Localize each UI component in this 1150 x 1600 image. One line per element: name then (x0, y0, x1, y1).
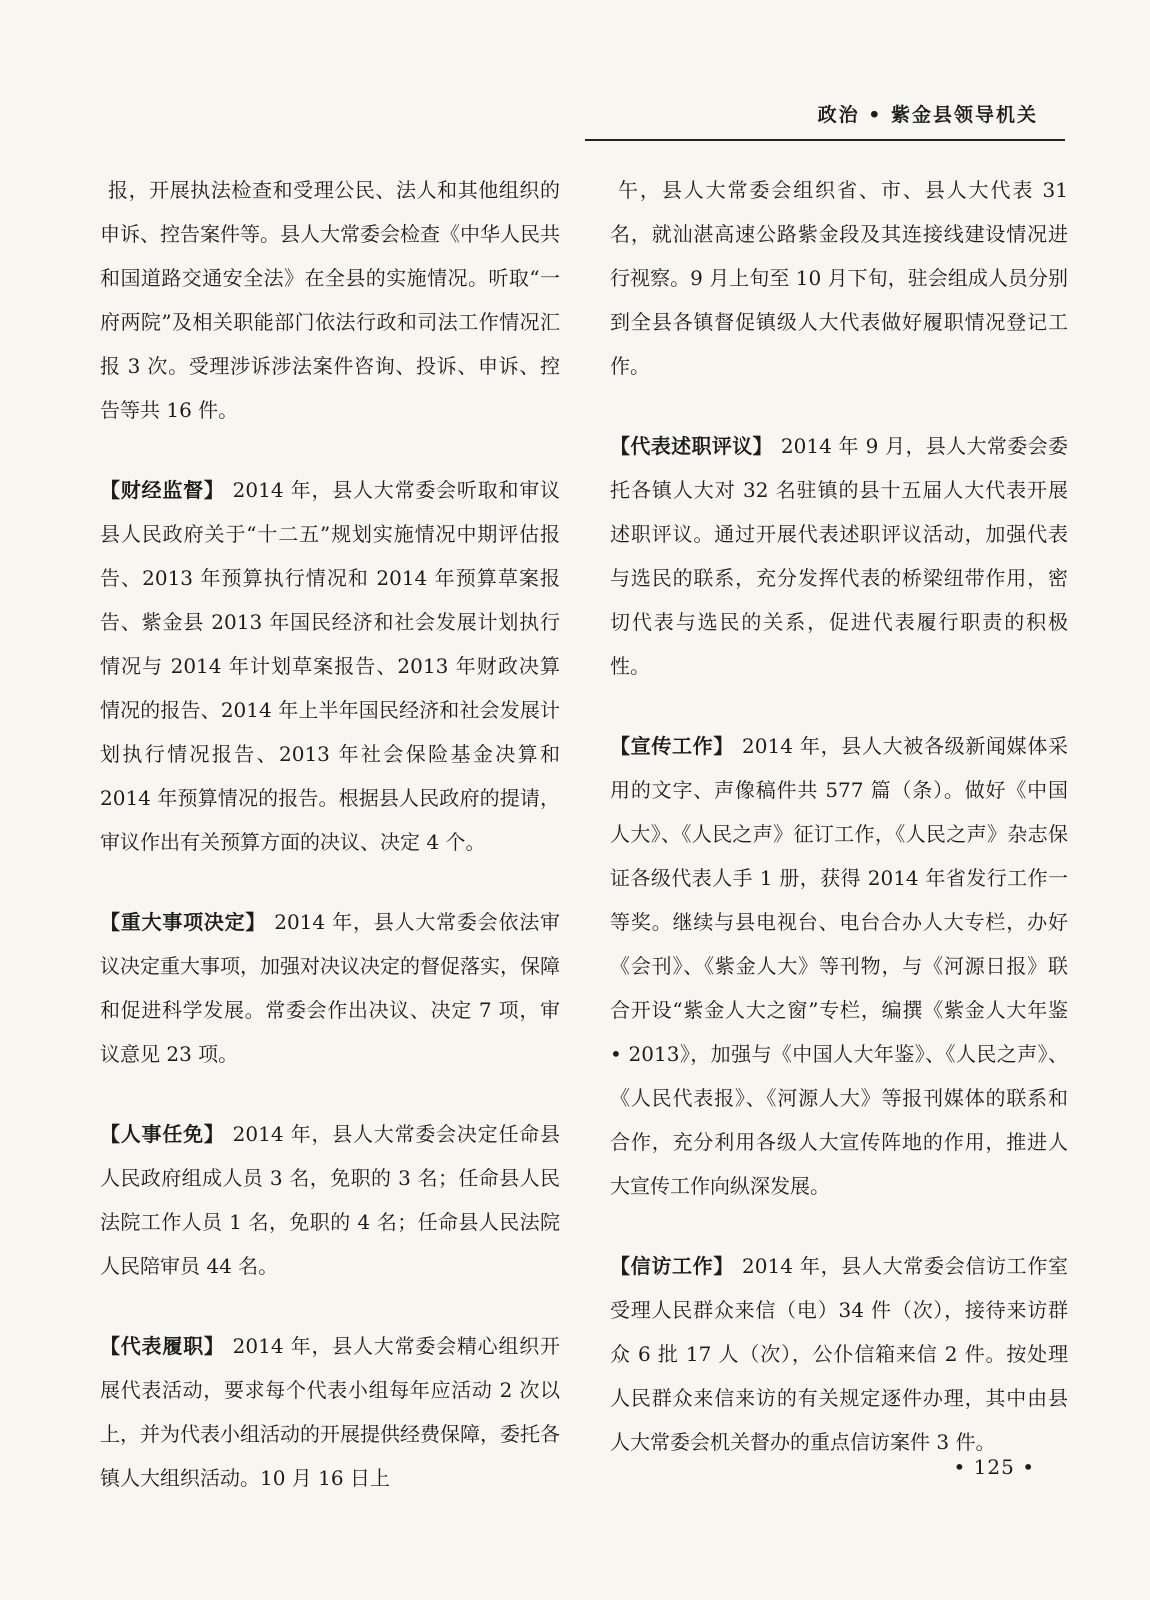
paragraph (100, 468, 560, 864)
right-column (610, 168, 1068, 1464)
paragraph (100, 168, 560, 432)
paragraph (610, 724, 1068, 1208)
paragraph-heading: 【财经监督】 (100, 478, 225, 502)
paragraph-text: 午，县人大常委会组织省、市、县人大代表 31 名，就汕湛高速公路紫金段及其连接线建设情况进行视察。9 月上旬至 10 月下旬，驻会组成人员分别到全县各镇督促镇级人大代表做好履职情况登记工作。 (610, 178, 1068, 378)
paragraph-heading: 【信访工作】 (610, 1254, 735, 1278)
paragraph (100, 1112, 560, 1288)
paragraph (100, 900, 560, 1076)
paragraph-text: 2014 年，县人大常委会决定任命县人民政府组成人员 3 名，免职的 3 名；任命县人民法院工作人员 1 名，免职的 4 名；任命县人民法院人民陪审员 44 名。 (100, 1122, 560, 1278)
header-rule (585, 139, 1065, 141)
paragraph-heading: 【代表履职】 (100, 1334, 225, 1358)
paragraph (610, 424, 1068, 688)
paragraph-text: 报，开展执法检查和受理公民、法人和其他组织的申诉、控告案件等。县人大常委会检查《中华人民共和国道路交通安全法》在全县的实施情况。听取“一府两院”及相关职能部门依法行政和司法工作情况汇报 3 次。受理涉诉涉法案件咨询、投诉、申诉、控告等共 16 件。 (100, 178, 560, 422)
paragraph (610, 168, 1068, 388)
paragraph (100, 1324, 560, 1500)
running-head: 政治 • 紫金县领导机关 (817, 104, 1038, 126)
paragraph-heading: 【人事任免】 (100, 1122, 225, 1146)
paragraph-text: 2014 年，县人大被各级新闻媒体采用的文字、声像稿件共 577 篇（条）。做好《中国人大》、《人民之声》征订工作，《人民之声》杂志保证各级代表人手 1 册，获得 2014 年省发行工作一等奖。继续与县电视台、电台合办人大专栏，办好《会刊》、《紫金人大》等刊物，与《河源日报》联合开设“紫金人大之窗”专栏，编撰《紫金人大年鉴 • 2013》，加强与《中国人大年鉴》、《人民之声》、《人民代表报》、《河源人大》等报刊媒体的联系和合作，充分利用各级人大宣传阵地的作用，推进人大宣传工作向纵深发展。 (610, 734, 1068, 1198)
page-number: • 125 • (953, 1455, 1035, 1479)
paragraph-heading: 【代表述职评议】 (610, 434, 773, 458)
paragraph-text: 2014 年 9 月，县人大常委会委托各镇人大对 32 名驻镇的县十五届人大代表开展述职评议。通过开展代表述职评议活动，加强代表与选民的联系，充分发挥代表的桥梁纽带作用，密切代表与选民的关系，促进代表履行职责的积极性。 (610, 434, 1068, 678)
paragraph-text: 2014 年，县人大常委会精心组织开展代表活动，要求每个代表小组每年应活动 2 次以上，并为代表小组活动的开展提供经费保障，委托各镇人大组织活动。10 月 16 日上 (100, 1334, 560, 1490)
left-column (100, 168, 560, 1500)
paragraph-text: 2014 年，县人大常委会信访工作室受理人民群众来信（电）34 件（次），接待来访群众 6 批 17 人（次），公仆信箱来信 2 件。按处理人民群众来信来访的有关规定逐件办理，其中由县人大常委会机关督办的重点信访案件 3 件。 (610, 1254, 1068, 1454)
paragraph-text: 2014 年，县人大常委会依法审议决定重大事项，加强对决议决定的督促落实，保障和促进科学发展。常委会作出决议、决定 7 项，审议意见 23 项。 (100, 910, 561, 1066)
paragraph-heading: 【宣传工作】 (610, 734, 735, 758)
paragraph (610, 1244, 1068, 1464)
paragraph-text: 2014 年，县人大常委会听取和审议县人民政府关于“十二五”规划实施情况中期评估报告、2013 年预算执行情况和 2014 年预算草案报告、紫金县 2013 年国民经济和社会发展计划执行情况与 2014 年计划草案报告、2013 年财政决算情况的报告、2014 年上半年国民经济和社会发展计划执行情况报告、2013 年社会保险基金决算和 2014 年预算情况的报告。根据县人民政府的提请，审议作出有关预算方面的决议、决定 4 个。 (100, 478, 560, 854)
paragraph-heading: 【重大事项决定】 (100, 910, 267, 934)
